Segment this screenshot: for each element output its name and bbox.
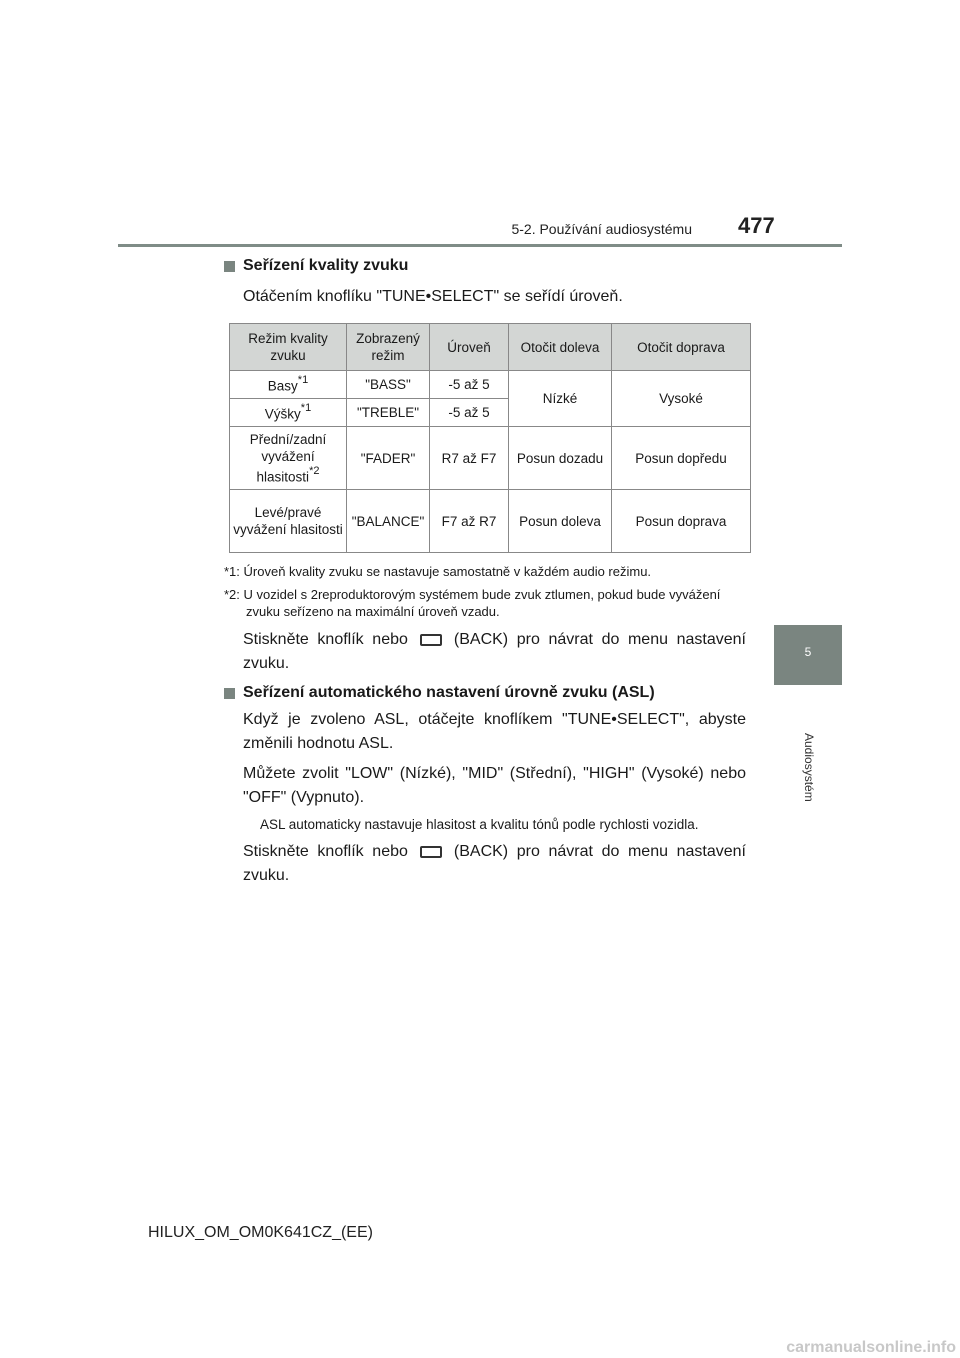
- table-cell: R7 až F7: [430, 427, 509, 490]
- header-line: [118, 244, 842, 247]
- section-heading: [224, 684, 746, 702]
- table-row: [230, 427, 751, 490]
- table-cell: -5 až 5: [430, 371, 509, 399]
- table-cell: "BASS": [347, 371, 430, 399]
- back-button-icon: [420, 846, 442, 858]
- footnote-text: : U vozidel s 2reproduktorovým systémem bude zvuk ztlumen, pokud bude vyvážení zvuku seřízeno na maximální úroveň vzadu.: [236, 587, 721, 619]
- square-bullet-icon: [224, 688, 235, 699]
- table-cell: Levé/pravé vyvážení hlasitosti: [230, 490, 347, 553]
- footer-model: HILUX_OM_OM0K641CZ_(EE): [148, 1224, 373, 1241]
- footnote-mark: *1: [224, 564, 237, 579]
- table-cell: -5 až 5: [430, 399, 509, 427]
- content: [224, 252, 746, 888]
- section-label: 5-2. Používání audiosystému: [511, 221, 692, 237]
- back-button-icon: [420, 634, 442, 646]
- table-cell: "BALANCE": [347, 490, 430, 553]
- table-header: Režim kvality zvuku: [230, 324, 347, 371]
- table-cell: Nízké: [509, 371, 612, 427]
- footnote-1: [224, 563, 746, 580]
- asl-paragraph-2: Můžete zvolit "LOW" (Nízké), "MID" (Střední), "HIGH" (Vysoké) nebo "OFF" (Vypnuto).: [243, 765, 746, 806]
- footnote-text: : Úroveň kvality zvuku se nastavuje samostatně v každém audio režimu.: [236, 564, 652, 579]
- chapter-tab: [774, 625, 842, 685]
- table-row: [230, 490, 751, 553]
- table-cell: Přední/zadní vyvážení hlasitosti$^{*2}$: [230, 427, 347, 490]
- table-cell: Posun doprava: [612, 490, 751, 553]
- table-cell: Vysoké: [612, 371, 751, 427]
- table-cell: "TREBLE": [347, 399, 430, 427]
- table-cell: Posun dopředu: [612, 427, 751, 490]
- table-header: Otočit doleva: [509, 324, 612, 371]
- sound-quality-table: [229, 323, 751, 553]
- table-cell: F7 až R7: [430, 490, 509, 553]
- table-header-row: [230, 324, 751, 371]
- table-cell: "FADER": [347, 427, 430, 490]
- back-paragraph-1: Stiskněte knoflík nebo (BACK) pro návrat do menu nastavení zvuku.: [243, 631, 746, 672]
- back-paragraph-2: Stiskněte knoflík nebo (BACK) pro návrat do menu nastavení zvuku.: [243, 843, 746, 884]
- table-header: Otočit doprava: [612, 324, 751, 371]
- table-cell: Posun dozadu: [509, 427, 612, 490]
- asl-note: ASL automaticky nastavuje hlasitost a kvalitu tónů podle rychlosti vozidla.: [260, 817, 699, 832]
- intro-paragraph: Otáčením knoflíku "TUNE•SELECT" se seřídí úroveň.: [243, 288, 623, 305]
- square-bullet-icon: [224, 261, 235, 272]
- chapter-title: Audiosystém: [802, 733, 816, 802]
- footnote-mark: *2: [224, 587, 237, 602]
- footnote-2: [224, 586, 746, 620]
- chapter-number: 5: [804, 645, 812, 659]
- table-cell: Basy$^{*1}$: [230, 371, 347, 399]
- table-cell: Výšky$^{*1}$: [230, 399, 347, 427]
- page-number: 477: [738, 213, 775, 238]
- watermark: carmanualsonline.info: [786, 1339, 956, 1356]
- table-cell: Posun doleva: [509, 490, 612, 553]
- section-heading-text: Seřízení automatického nastavení úrovně zvuku (ASL): [243, 684, 655, 701]
- section-heading: [224, 257, 746, 275]
- table-row: [230, 371, 751, 399]
- table-header: Úroveň: [430, 324, 509, 371]
- table-header: Zobrazený režim: [347, 324, 430, 371]
- section-heading-text: Seřízení kvality zvuku: [243, 257, 409, 274]
- asl-paragraph-1: Když je zvoleno ASL, otáčejte knoflíkem "TUNE•SELECT", abyste změnili hodnotu ASL.: [243, 711, 746, 752]
